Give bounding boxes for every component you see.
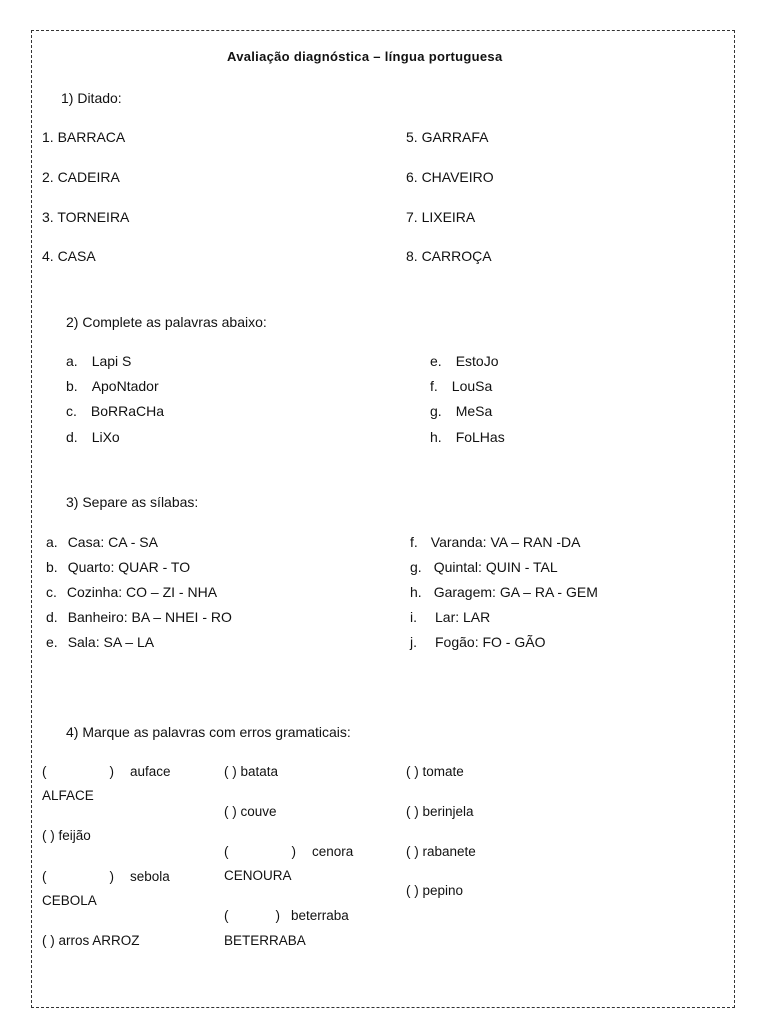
q3-text: Varanda: VA – RAN -DA — [430, 534, 581, 550]
q3-item-i — [410, 609, 490, 625]
q3-letter: a. — [46, 534, 58, 550]
q1-item-2: 2. CADEIRA — [42, 169, 120, 185]
q4-item-batata[interactable]: ( ) batata — [224, 764, 279, 779]
q1-item-7: 7. LIXEIRA — [406, 209, 476, 225]
q4-item-beterraba — [224, 908, 349, 924]
q2-item-c — [66, 403, 164, 419]
q3-item-e — [46, 634, 154, 650]
q3-letter: f. — [410, 534, 418, 550]
q3-item-f — [410, 534, 580, 550]
q3-letter: c. — [46, 584, 57, 600]
page-title: Avaliação diagnóstica – língua portuguesa — [227, 49, 503, 64]
q4-item-auface — [42, 764, 171, 780]
q4-item-cenora — [224, 844, 353, 860]
q2-item-b — [66, 378, 159, 394]
q2-word: Lapi S — [91, 353, 132, 369]
q2-letter: d. — [66, 429, 78, 445]
checkbox-paren[interactable]: ( — [42, 869, 47, 884]
q4-word: sebola — [130, 869, 170, 884]
q3-item-d — [46, 609, 232, 625]
q2-item-e — [430, 353, 499, 369]
q1-item-4: 4. CASA — [42, 248, 96, 264]
q3-letter: d. — [46, 609, 58, 625]
q4-fix-beterraba: BETERRABA — [224, 933, 306, 948]
checkbox-paren-close[interactable]: ) — [109, 869, 114, 884]
q4-item-pepino[interactable]: ( ) pepino — [406, 883, 464, 898]
q4-item-rabanete[interactable]: ( ) rabanete — [406, 844, 476, 859]
q2-item-g — [430, 403, 492, 419]
page-border — [31, 30, 735, 1008]
q1-heading: 1) Ditado: — [61, 90, 122, 106]
q3-item-j — [410, 634, 545, 650]
q2-item-d — [66, 429, 120, 445]
q3-text: Cozinha: CO – ZI - NHA — [66, 584, 218, 600]
checkbox-paren-close[interactable]: ) — [109, 764, 114, 779]
checkbox-paren-close[interactable]: ) — [291, 844, 296, 859]
q3-letter: g. — [410, 559, 422, 575]
q3-letter: e. — [46, 634, 58, 650]
q3-text: Lar: LAR — [435, 609, 491, 625]
q4-item-arros[interactable]: ( ) arros ARROZ — [42, 933, 140, 948]
q3-text: Garagem: GA – RA - GEM — [433, 584, 598, 600]
q2-letter: b. — [66, 378, 78, 394]
q3-text: Sala: SA – LA — [67, 634, 155, 650]
q3-letter: i. — [410, 609, 417, 625]
q4-word: auface — [130, 764, 171, 779]
q3-item-a — [46, 534, 158, 550]
q2-word: ApoNtador — [91, 378, 159, 394]
q2-heading: 2) Complete as palavras abaixo: — [66, 314, 267, 330]
q1-item-5: 5. GARRAFA — [406, 129, 489, 145]
q4-item-feijao[interactable]: ( ) feijão — [42, 828, 91, 843]
q4-fix-alface: ALFACE — [42, 788, 94, 803]
checkbox-paren[interactable]: ( — [224, 908, 229, 923]
q2-word: MeSa — [455, 403, 493, 419]
q4-item-berinjela[interactable]: ( ) berinjela — [406, 804, 474, 819]
q2-item-f — [430, 378, 492, 394]
q2-word: EstoJo — [455, 353, 499, 369]
q3-text: Fogão: FO - GÃO — [435, 634, 546, 650]
q1-item-1: 1. BARRACA — [42, 129, 126, 145]
q2-letter: h. — [430, 429, 442, 445]
q3-text: Quintal: QUIN - TAL — [433, 559, 558, 575]
q2-item-h — [430, 429, 505, 445]
checkbox-paren[interactable]: ( — [224, 844, 229, 859]
q2-letter: e. — [430, 353, 442, 369]
q4-heading: 4) Marque as palavras com erros gramaticais: — [66, 724, 351, 740]
q1-item-6: 6. CHAVEIRO — [406, 169, 494, 185]
q3-letter: h. — [410, 584, 422, 600]
q1-item-3: 3. TORNEIRA — [42, 209, 130, 225]
q3-item-b — [46, 559, 190, 575]
q2-letter: c. — [66, 403, 77, 419]
q2-letter: g. — [430, 403, 442, 419]
checkbox-paren-close[interactable]: ) — [275, 908, 280, 923]
q4-fix-cenoura: CENOURA — [224, 868, 292, 883]
q4-fix-cebola: CEBOLA — [42, 893, 97, 908]
q2-word: BoRRaCHa — [90, 403, 165, 419]
q3-text: Banheiro: BA – NHEI - RO — [67, 609, 232, 625]
q2-item-a — [66, 353, 131, 369]
q3-letter: b. — [46, 559, 58, 575]
q4-word: cenora — [312, 844, 354, 859]
q2-word: LouSa — [451, 378, 493, 394]
q4-item-sebola — [42, 869, 170, 885]
q2-word: LiXo — [91, 429, 120, 445]
q3-text: Casa: CA - SA — [67, 534, 158, 550]
q3-text: Quarto: QUAR - TO — [67, 559, 191, 575]
q3-item-c — [46, 584, 217, 600]
q2-letter: a. — [66, 353, 78, 369]
q3-letter: j. — [410, 634, 417, 650]
q2-word: FoLHas — [455, 429, 505, 445]
q3-item-h — [410, 584, 598, 600]
checkbox-paren[interactable]: ( — [42, 764, 47, 779]
q2-letter: f. — [430, 378, 438, 394]
q4-word: beterraba — [291, 908, 349, 923]
q3-item-g — [410, 559, 558, 575]
q4-item-tomate[interactable]: ( ) tomate — [406, 764, 464, 779]
q1-item-8: 8. CARROÇA — [406, 248, 492, 264]
q3-heading: 3) Separe as sílabas: — [66, 494, 199, 510]
q4-item-couve[interactable]: ( ) couve — [224, 804, 277, 819]
